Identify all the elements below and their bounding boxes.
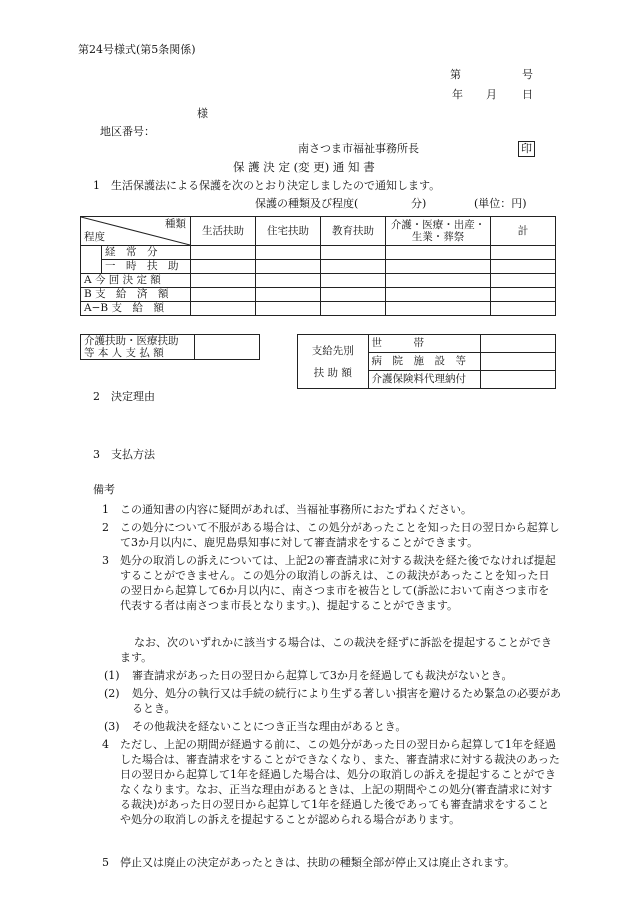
- note-num: 2: [102, 521, 109, 534]
- row-label-text: 今 回 決 定 額: [94, 274, 161, 286]
- row-label: [81, 302, 191, 316]
- row-label: [81, 288, 191, 302]
- row-group-spacer: [81, 246, 102, 274]
- addressee-suffix: 様: [197, 107, 208, 120]
- section3-text: 支払方法: [111, 448, 155, 461]
- note-text: この処分について不服がある場合は、この処分があったことを知った日の翌日から起算して3か月以内に、鹿児島県知事に対して審査請求をすることができます。: [120, 521, 560, 549]
- self-pay-line1: 介護扶助・医療扶助: [84, 335, 179, 347]
- self-pay-line2: 等 本 人 支 払 額: [84, 347, 164, 359]
- row-prefix: A: [84, 274, 92, 286]
- payee-group-label-1: 支給先別: [311, 344, 354, 357]
- district-label: 地区番号：: [100, 125, 155, 138]
- note-num: 3: [102, 554, 109, 567]
- section3-num: 3: [93, 448, 100, 461]
- row-prefix: B: [84, 288, 92, 300]
- kind-line-currency: (単位：円): [474, 197, 527, 210]
- payee-table: [297, 334, 556, 389]
- number-suffix: 号: [522, 68, 533, 81]
- row-label: [81, 274, 191, 288]
- note-num: (3): [104, 720, 120, 733]
- table-row: [81, 260, 556, 274]
- row-prefix: A−B: [84, 302, 109, 314]
- section1-text: 生活保護法による保護を次のとおり決定しましたので通知します。: [111, 179, 441, 192]
- table-row: [81, 274, 556, 288]
- note-num: 1: [102, 503, 109, 516]
- self-pay-table: [80, 334, 260, 360]
- seal-mark: 印: [518, 141, 535, 157]
- header-housing: 住宅扶助: [256, 217, 321, 246]
- note-text: 停止又は廃止の決定があったときは、扶助の種類全部が停止又は廃止されます。: [120, 856, 516, 869]
- note-text: 審査請求があった日の翌日から起算して3か月を経過しても裁決がないとき。: [132, 669, 513, 682]
- header-total: 計: [491, 217, 556, 246]
- note-num: (1): [104, 669, 120, 682]
- payee-group-label: [298, 335, 369, 389]
- note-text: 処分、処分の執行又は手続の続行により生ずる著しい損害を避けるため緊急の必要があるとき。: [132, 687, 561, 715]
- notes-title: 備考: [93, 483, 115, 496]
- header-living: 生活扶助: [191, 217, 256, 246]
- row-label-text: 支 給 額: [111, 302, 164, 314]
- issuer: 南さつま市福祉事務所長: [298, 142, 419, 155]
- corner-bottom-label: 程度: [84, 231, 105, 243]
- section2-text: 決定理由: [111, 390, 155, 403]
- table-row: [81, 246, 556, 260]
- form-id: 第24号様式(第5条関係): [78, 43, 196, 56]
- note-text: その他裁決を経ないことにつき正当な理由があるとき。: [132, 720, 407, 733]
- kind-line-label: 保護の種類及び程度(: [255, 197, 359, 210]
- note-text: なお、次のいずれかに該当する場合は、この裁決を経ずに訴訟を提起することができます。: [120, 636, 552, 664]
- payee-group-label-2: 扶 助 額: [313, 366, 352, 379]
- self-pay-value: [195, 335, 260, 360]
- number-label: 第: [450, 68, 461, 81]
- note-num: 4: [102, 738, 109, 751]
- row-label-text: 支 給 済 額: [95, 288, 169, 300]
- row-label: 一 時 扶 助: [102, 260, 191, 274]
- table-row: [81, 288, 556, 302]
- corner-top-label: 種類: [165, 218, 186, 230]
- note-text: 処分の取消しの訴えについては、上記2の審査請求に対する裁決を経た後でなければ提起することができません。この処分の取消しの訴えは、この裁決があったことを知った日の翌日から起算して6か月以内に、南さつま市を被告として(訴訟において南さつま市を代表する者は南さつま市長となります。)、提起することができます。: [120, 554, 556, 612]
- section2-num: 2: [93, 390, 100, 403]
- note-num: (2): [104, 687, 120, 700]
- date-month: 月: [486, 88, 497, 101]
- page-title: 保 護 決 定 (変 更) 通 知 書: [233, 160, 375, 174]
- note-text: ただし、上記の期間が経過する前に、この処分があった日の翌日から起算して1年を経過した場合は、審査請求をすることができなくなり、また、審査請求に対する裁決のあった日の翌日から起算して1年を経過した場合は、処分の取消しの訴えを提起することができなくなります。なお、正当な理由があるときは、上記の期間やこの処分(審査請求に対する裁決)があった日の翌日から起算して1年を経過した後であっても審査請求をすることや処分の取消しの訴えを提起することが認められる場合があります。: [120, 738, 560, 826]
- header-care-medical: 介護・医療・出産・生業・葬祭: [386, 217, 491, 246]
- table-row: [81, 302, 556, 316]
- kind-line-unit: 分): [411, 197, 427, 210]
- section1-num: 1: [93, 179, 100, 192]
- self-pay-label: [81, 335, 195, 360]
- payee-hospital: 病 院 施 設 等: [368, 353, 481, 371]
- benefit-table: [80, 216, 556, 316]
- payee-household: 世 帯: [368, 335, 481, 353]
- payee-care-insurance: 介護保険料代理納付: [368, 371, 481, 389]
- row-label: 経 常 分: [102, 246, 191, 260]
- note-text: この通知書の内容に疑問があれば、当福祉事務所におたずねください。: [120, 503, 472, 516]
- header-education: 教育扶助: [321, 217, 386, 246]
- table-corner: [81, 217, 191, 246]
- date-day: 日: [522, 88, 533, 101]
- date-year: 年: [452, 88, 463, 101]
- note-num: 5: [102, 856, 109, 869]
